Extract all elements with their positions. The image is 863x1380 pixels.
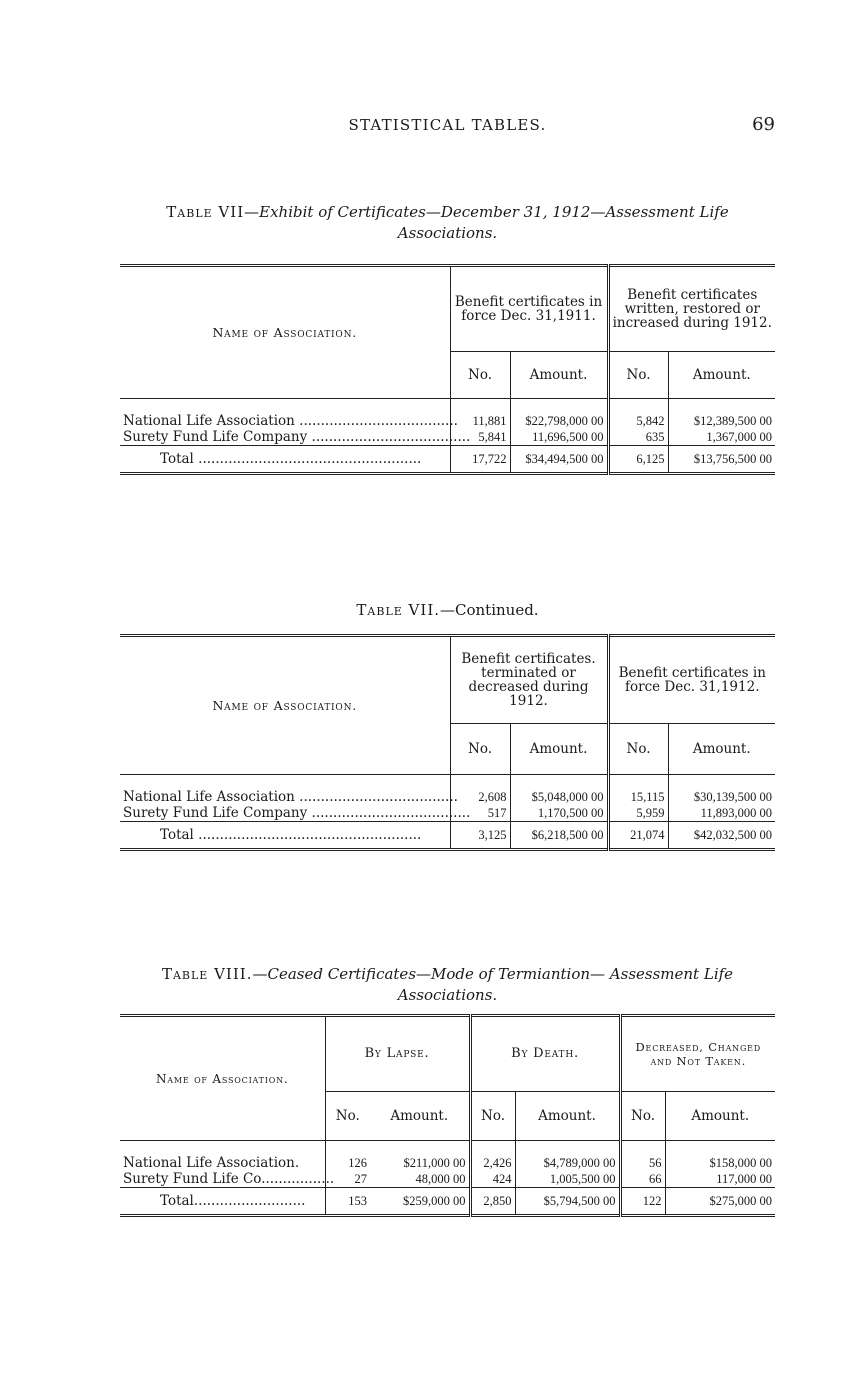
table8-group1-header: By Lapse. bbox=[325, 1016, 470, 1092]
table8-header-row bbox=[120, 1016, 775, 1092]
total-label: Total.......................... bbox=[120, 1188, 325, 1216]
table7c-caption bbox=[120, 600, 775, 621]
table8-col-no-3: No. bbox=[620, 1092, 665, 1141]
total-no: 6,125 bbox=[608, 446, 668, 474]
table7-group2-header: Benefit certificates written, restored or increased during 1912. bbox=[608, 266, 775, 352]
table-row bbox=[120, 805, 775, 822]
table7c-total-row bbox=[120, 822, 775, 850]
table8-group2-header: By Death. bbox=[470, 1016, 620, 1092]
total-amount: $42,032,500 00 bbox=[668, 822, 775, 850]
total-no: 153 bbox=[325, 1188, 370, 1216]
total-amount: $34,494,500 00 bbox=[510, 446, 608, 474]
total-no: 17,722 bbox=[450, 446, 510, 474]
row-no: 2,608 bbox=[450, 789, 510, 805]
table7c-col-no-2: No. bbox=[608, 724, 668, 775]
row-no: 27 bbox=[325, 1171, 370, 1188]
table7-caption-text: —Exhibit of Certificates—December 31, 1912—Assessment Life Associations. bbox=[244, 203, 729, 242]
table8-col-no-1: No. bbox=[325, 1092, 370, 1141]
row-amount: $12,389,500 00 bbox=[668, 413, 775, 429]
table7-col-amount-2: Amount. bbox=[668, 352, 775, 399]
table8-caption bbox=[120, 964, 775, 1006]
row-amount: 11,696,500 00 bbox=[510, 429, 608, 446]
row-amount: 1,367,000 00 bbox=[668, 429, 775, 446]
row-no: 635 bbox=[608, 429, 668, 446]
total-no: 3,125 bbox=[450, 822, 510, 850]
table7-group1-header: Benefit certificates in force Dec. 31,1911. bbox=[450, 266, 608, 352]
row-amount: $211,000 00 bbox=[403, 1155, 466, 1170]
total-amount: $5,794,500 00 bbox=[515, 1188, 620, 1216]
table7 bbox=[120, 264, 775, 475]
row-no: 5,841 bbox=[450, 429, 510, 446]
table7c-caption-label: Table VII. bbox=[356, 601, 441, 619]
table8-col-amount-1: Amount. bbox=[370, 1092, 470, 1141]
table-row bbox=[120, 413, 775, 429]
row-name: Surety Fund Life Company ..................................... bbox=[123, 805, 471, 821]
table7c-col-amount-2: Amount. bbox=[668, 724, 775, 775]
table7c-name-header: Name of Association. bbox=[120, 636, 450, 775]
table7c-group2-header: Benefit certificates in force Dec. 31,1912. bbox=[608, 636, 775, 724]
table7-header-row bbox=[120, 266, 775, 352]
row-no: 2,426 bbox=[470, 1155, 515, 1171]
row-no: 11,881 bbox=[450, 413, 510, 429]
total-amount: $6,218,500 00 bbox=[510, 822, 608, 850]
table7-caption bbox=[120, 202, 775, 244]
row-name: Surety Fund Life Company ..................................... bbox=[123, 429, 471, 445]
table7c-col-no-1: No. bbox=[450, 724, 510, 775]
table7c-group1-header: Benefit certificates. terminated or decreased during 1912. bbox=[450, 636, 608, 724]
row-amount: 117,000 00 bbox=[665, 1171, 775, 1188]
table7-col-amount-1: Amount. bbox=[510, 352, 608, 399]
table7-name-header: Name of Association. bbox=[120, 266, 450, 399]
total-no: 2,850 bbox=[470, 1188, 515, 1216]
running-title: STATISTICAL TABLES. bbox=[348, 116, 547, 134]
table8-col-amount-3: Amount. bbox=[665, 1092, 775, 1141]
total-no: 21,074 bbox=[608, 822, 668, 850]
running-head bbox=[120, 116, 775, 138]
total-amount: $13,756,500 00 bbox=[668, 446, 775, 474]
table7c bbox=[120, 634, 775, 851]
total-label: Total .................................................... bbox=[120, 822, 450, 850]
table7c-col-amount-1: Amount. bbox=[510, 724, 608, 775]
row-amount: $158,000 00 bbox=[665, 1155, 775, 1171]
row-amount: $5,048,000 00 bbox=[510, 789, 608, 805]
row-amount: 1,170,500 00 bbox=[510, 805, 608, 822]
page-number: 69 bbox=[752, 114, 775, 135]
table8-col-no-2: No. bbox=[470, 1092, 515, 1141]
table8-group3-header: Decreased, Changed and Not Taken. bbox=[620, 1016, 775, 1092]
table7-total-row bbox=[120, 446, 775, 474]
table-row bbox=[120, 1171, 775, 1188]
row-amount: 11,893,000 00 bbox=[668, 805, 775, 822]
table7c-caption-text: —Continued. bbox=[440, 601, 539, 619]
row-no: 66 bbox=[620, 1171, 665, 1188]
row-amount: $4,789,000 00 bbox=[515, 1155, 620, 1171]
row-no: 517 bbox=[450, 805, 510, 822]
table-row bbox=[120, 429, 775, 446]
row-amount: 1,005,500 00 bbox=[515, 1171, 620, 1188]
row-no: 5,842 bbox=[608, 413, 668, 429]
total-amount: $275,000 00 bbox=[665, 1188, 775, 1216]
table8-total-row bbox=[120, 1188, 775, 1216]
row-name: Surety Fund Life Co................. bbox=[123, 1171, 335, 1187]
table8-caption-label: Table VIII. bbox=[161, 965, 253, 983]
row-name: National Life Association. bbox=[123, 1155, 300, 1171]
table7-col-no-1: No. bbox=[450, 352, 510, 399]
row-no: 126 bbox=[325, 1155, 370, 1171]
row-no: 424 bbox=[470, 1171, 515, 1188]
table7-col-no-2: No. bbox=[608, 352, 668, 399]
row-name: National Life Association ..................................... bbox=[123, 789, 458, 805]
row-no: 15,115 bbox=[608, 789, 668, 805]
row-amount: $22,798,000 00 bbox=[510, 413, 608, 429]
table8-name-header: Name of Association. bbox=[120, 1016, 325, 1141]
table-row bbox=[120, 1155, 775, 1171]
total-label: Total .................................................... bbox=[120, 446, 450, 474]
table8-col-amount-2: Amount. bbox=[515, 1092, 620, 1141]
table-row bbox=[120, 789, 775, 805]
table8-caption-text: —Ceased Certificates—Mode of Termiantion— Assessment Life Associations. bbox=[252, 965, 734, 1004]
row-amount: $30,139,500 00 bbox=[668, 789, 775, 805]
row-no: 5,959 bbox=[608, 805, 668, 822]
row-no: 56 bbox=[620, 1155, 665, 1171]
total-amount: $259,000 00 bbox=[370, 1188, 470, 1216]
table7-caption-label: Table VII bbox=[166, 203, 245, 221]
total-no: 122 bbox=[620, 1188, 665, 1216]
row-amount: 48,000 00 bbox=[415, 1171, 466, 1186]
table7c-header-row bbox=[120, 636, 775, 724]
row-name: National Life Association ..................................... bbox=[123, 413, 458, 429]
table8 bbox=[120, 1014, 775, 1217]
